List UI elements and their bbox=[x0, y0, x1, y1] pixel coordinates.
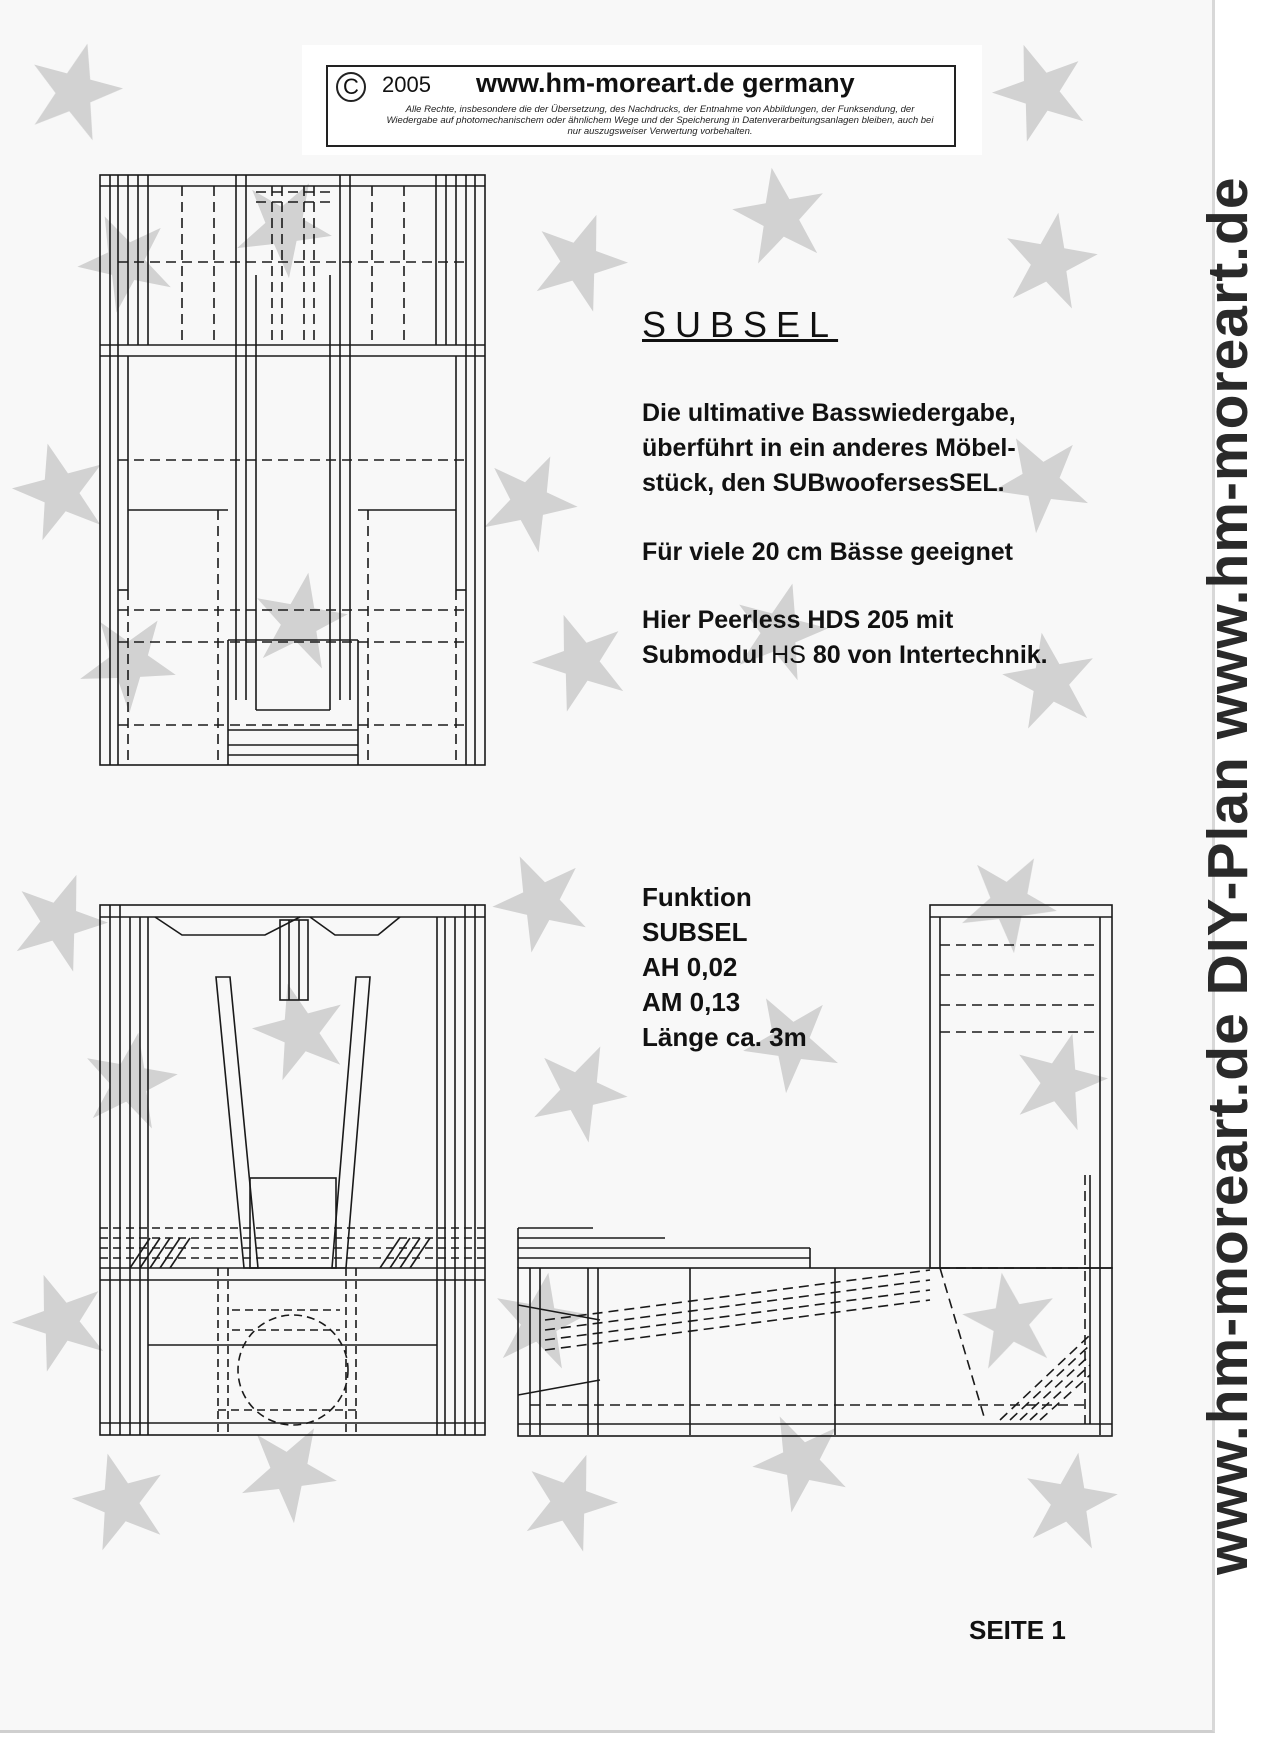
description-line-1: Die ultimative Basswiedergabe, bbox=[642, 399, 1016, 427]
suitability-text: Für viele 20 cm Bässe geeignet bbox=[642, 538, 1014, 566]
spec-ah: AH 0,02 bbox=[642, 952, 738, 982]
function-specs bbox=[642, 880, 807, 1055]
function-name: SUBSEL bbox=[642, 917, 748, 947]
section-view-drawing bbox=[518, 905, 1112, 1436]
legal-notice: Alle Rechte, insbesondere die der Übersetzung, des Nachdrucks, der Entnahme von Abbildungen, der Funksendung, der Wiedergabe auf photomechanischem oder ähnlichem Wege und der Speicherung in Datenverarbeitungsanlagen bleiben, auch bei nur auszugsweiser Verwertung vorbehalten. bbox=[386, 104, 934, 137]
copyright-icon: C bbox=[336, 72, 366, 102]
front-view-drawing bbox=[100, 175, 485, 765]
description-line-2: überführt in ein anderes Möbel- bbox=[642, 434, 1016, 462]
spec-length: Länge ca. 3m bbox=[642, 1022, 807, 1052]
description-line-3: stück, den SUBwoofersesSEL. bbox=[642, 469, 1005, 497]
spec-am: AM 0,13 bbox=[642, 987, 741, 1017]
product-title: SUBSEL bbox=[642, 304, 839, 345]
example-line-2: Submodul HS 80 von Intertechnik. bbox=[642, 641, 1048, 669]
side-view-drawing bbox=[100, 905, 485, 1435]
copyright-year: 2005 bbox=[382, 72, 431, 97]
page-number: SEITE 1 bbox=[969, 1615, 1066, 1645]
header-website: www.hm-moreart.de germany bbox=[476, 68, 855, 98]
vertical-side-label: www.hm-moreart.de DIY-Plan www.hm-moreart.de bbox=[1196, 176, 1260, 1575]
example-line-1: Hier Peerless HDS 205 mit bbox=[642, 606, 954, 634]
function-heading: Funktion bbox=[642, 882, 752, 912]
